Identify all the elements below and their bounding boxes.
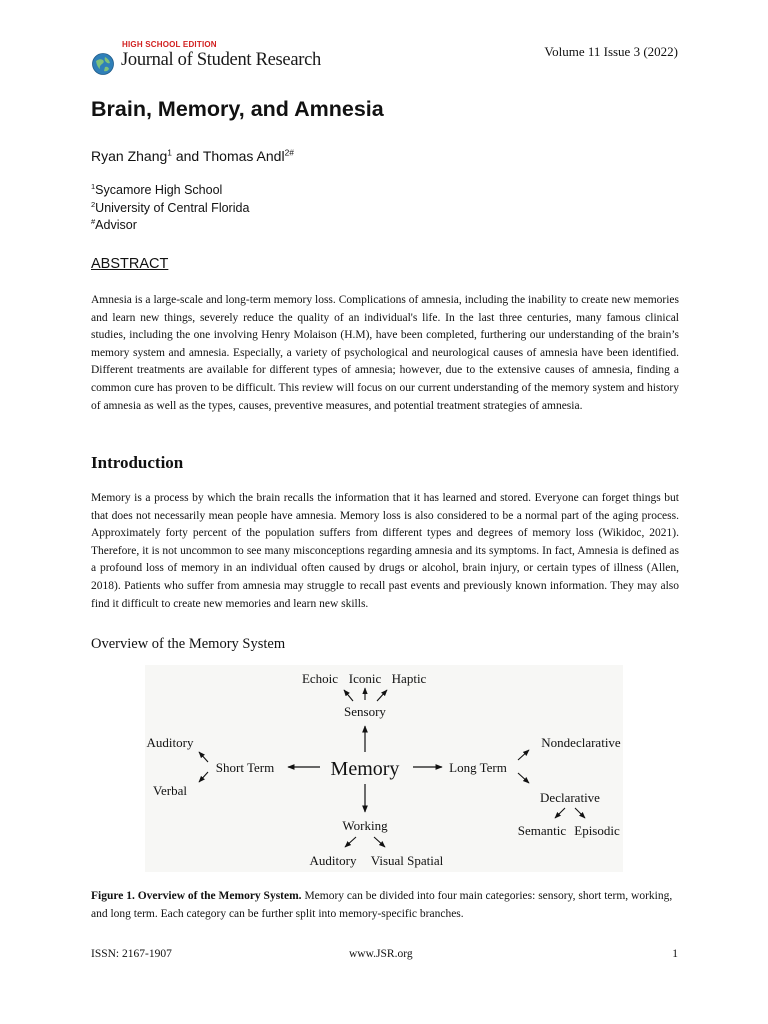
node-episodic: Episodic [574,823,620,838]
arrow-declarative-semantic [555,808,565,818]
affiliation-mark: 1 [91,181,96,191]
node-working: Working [342,818,388,833]
node-sensory: Sensory [344,704,386,719]
node-declarative: Declarative [540,790,600,805]
node-short-term: Short Term [215,760,275,775]
author-affiliation-mark: 2# [284,147,294,158]
caption-text: Memory can be divided into four main categories: sensory, short term, working, and long term. Each category can be further split into memory-specific branches. [91,890,673,920]
affiliation-mark: # [91,216,96,226]
arrow-sensory-echoic [344,690,353,701]
arrow-working-visual-spatial [374,837,385,847]
edition-label: HIGH SCHOOL EDITION [122,40,217,49]
node-long-term: Long Term [449,760,507,775]
node-auditory-working: Auditory [309,853,357,868]
affiliation-mark: 2 [91,199,96,209]
caption-label: Figure 1. Overview of the Memory System. [91,890,302,902]
author-name: Thomas Andl [202,148,285,164]
abstract-body: Amnesia is a large-scale and long-term memory loss. Complications of amnesia, including the inability to create new memories and learn new things, severely reduce the quality of an individual's life. In the last three centuries, many famous clinical studies, including the one involving Henry Molaison (H.M), have been completed, furthering our understanding of the brain’s memory system and amnesia. Especially, a variety of psychological and neurological causes of amnesia have been identified. Different treatments are available for different types of amnesia; however, due to the extensive causes of amnesia, finding a common cure has proven to be difficult. This review will focus on our current understanding of the memory system and history of amnesia as well as the types, causes, preventive measures, and potential treatment strategies of amnesia. [91,294,679,412]
node-nondeclarative: Nondeclarative [541,735,621,750]
abstract-heading: ABSTRACT [91,256,169,272]
node-memory: Memory [330,758,400,780]
affiliation [91,183,222,197]
node-echoic: Echoic [301,671,339,686]
author-line [91,148,294,164]
footer-issn: ISSN: 2167-1907 [91,948,172,960]
page-number: 1 [672,948,678,960]
journal-name: Journal of Student Research [121,50,321,70]
author-name: Ryan Zhang [91,148,168,164]
arrow-declarative-episodic [575,808,585,818]
arrow-long-term-nondeclarative [518,750,529,760]
affiliation-text: University of Central Florida [95,201,250,215]
affiliation [91,201,249,215]
arrow-long-term-declarative [518,773,529,783]
node-haptic: Haptic [391,671,427,686]
author-separator: and [171,148,203,164]
arrow-working-auditory [345,837,356,847]
affiliation [91,218,137,232]
node-semantic: Semantic [517,823,567,838]
paper-title: Brain, Memory, and Amnesia [91,97,384,121]
footer-website: www.JSR.org [349,948,413,960]
volume-issue: Volume 11 Issue 3 (2022) [544,44,678,59]
author-affiliation-mark: 1 [167,147,172,158]
overview-subheading: Overview of the Memory System [91,636,286,652]
introduction-heading: Introduction [91,453,184,472]
memory-diagram [145,665,623,872]
arrow-short-term-verbal [199,772,208,782]
arrow-short-term-auditory [199,752,208,762]
node-verbal: Verbal [153,783,187,798]
affiliation-text: Sycamore High School [95,183,223,197]
node-auditory-short: Auditory [146,735,194,750]
affiliation-text: Advisor [95,218,137,232]
node-iconic: Iconic [348,671,382,686]
node-visual-spatial: Visual Spatial [370,853,444,868]
introduction-body: Memory is a process by which the brain recalls the information that it has learned and stored. Everyone can forget things but that does not necessarily mean people have amnesia. Memory loss is also considered to be a normal part of the aging process. Approximately forty percent of the population suffers from different types and degrees of memory loss (Wikidoc, 2021). Therefore, it is not uncommon to see many misconceptions regarding amnesia and its symptoms. In fact, Amnesia is defined as a profound loss of memory in an individual often caused by drugs or alcohol, brain injury, or certain types of illness (Allen, 2018). Patients who suffer from amnesia may struggle to recall past events and previously known information. They may also find it difficult to create new memories and learn new skills. [91,492,679,610]
globe-logo-icon [92,53,114,75]
figure-caption [91,888,679,923]
memory-system-figure [145,665,623,872]
arrow-sensory-haptic [377,690,387,701]
